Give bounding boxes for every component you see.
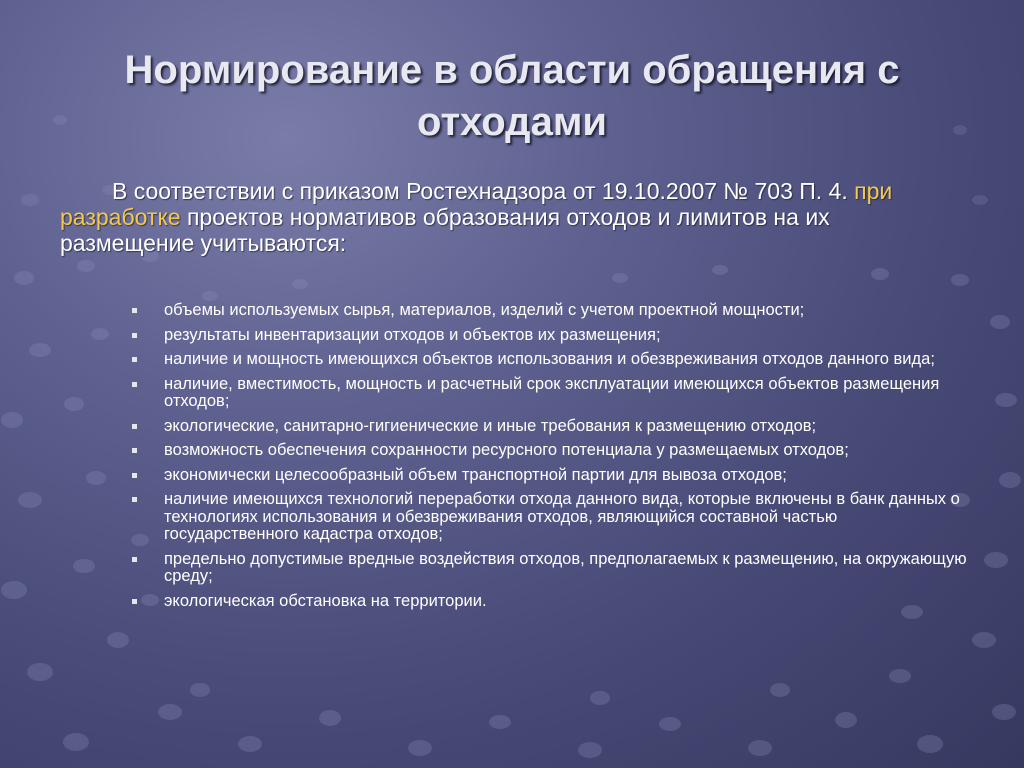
list-item	[130, 467, 970, 485]
list-item-text: наличие, вместимость, мощность и расчетный срок эксплуатации имеющихся объектов размещения отходов;	[164, 374, 940, 410]
list-item	[130, 491, 970, 544]
list-item-text: наличие и мощность имеющихся объектов использования и обезвреживания отходов данного вида;	[164, 350, 935, 368]
list-item-text: экологические, санитарно-гигиенические и иные требования к размещению отходов;	[164, 416, 817, 435]
intro-paragraph	[60, 178, 970, 256]
intro-highlight: при разработке	[60, 178, 893, 230]
square-bullet-icon	[132, 333, 137, 338]
list-item	[130, 376, 970, 411]
list-item-text: экологическая обстановка на территории.	[164, 591, 487, 610]
list-item	[130, 442, 970, 460]
square-bullet-icon	[132, 424, 137, 429]
intro-text-part1: В соответствии с приказом Ростехнадзора от 19.10.2007 № 703 П. 4.	[112, 178, 855, 204]
slide-title: Нормирование в области обращения с отходами	[124, 48, 900, 144]
list-item	[130, 551, 970, 586]
square-bullet-icon	[132, 448, 137, 453]
square-bullet-icon	[132, 557, 137, 562]
list-item-text: экономически целесообразный объем транспортной партии для вывоза отходов;	[164, 465, 787, 484]
list-item	[130, 351, 970, 369]
square-bullet-icon	[132, 473, 137, 478]
list-item	[130, 418, 970, 436]
bullet-list	[130, 302, 970, 617]
list-item	[130, 327, 970, 345]
list-item	[130, 302, 970, 320]
square-bullet-icon	[132, 308, 137, 313]
list-item-text: возможность обеспечения сохранности ресурсного потенциала у размещаемых отходов;	[164, 441, 849, 459]
list-item-text: объемы используемых сырья, материалов, изделий с учетом проектной мощности;	[164, 301, 805, 319]
list-item	[130, 593, 970, 611]
square-bullet-icon	[132, 382, 137, 387]
square-bullet-icon	[132, 497, 137, 502]
list-item-text: наличие имеющихся технологий переработки отхода данного вида, которые включены в банк данных о технологиях использования и обезвреживания отходов, являющийся составной частью государственного кадастра отходов;	[164, 490, 960, 543]
list-item-text: предельно допустимые вредные воздействия отходов, предполагаемых к размещению, на окружающую среду;	[164, 549, 967, 585]
list-item-text: результаты инвентаризации отходов и объектов их размещения;	[164, 325, 661, 344]
square-bullet-icon	[132, 357, 137, 362]
square-bullet-icon	[132, 599, 137, 604]
intro-text-part2: проектов нормативов образования отходов и лимитов на их размещение учитываются:	[60, 204, 830, 256]
